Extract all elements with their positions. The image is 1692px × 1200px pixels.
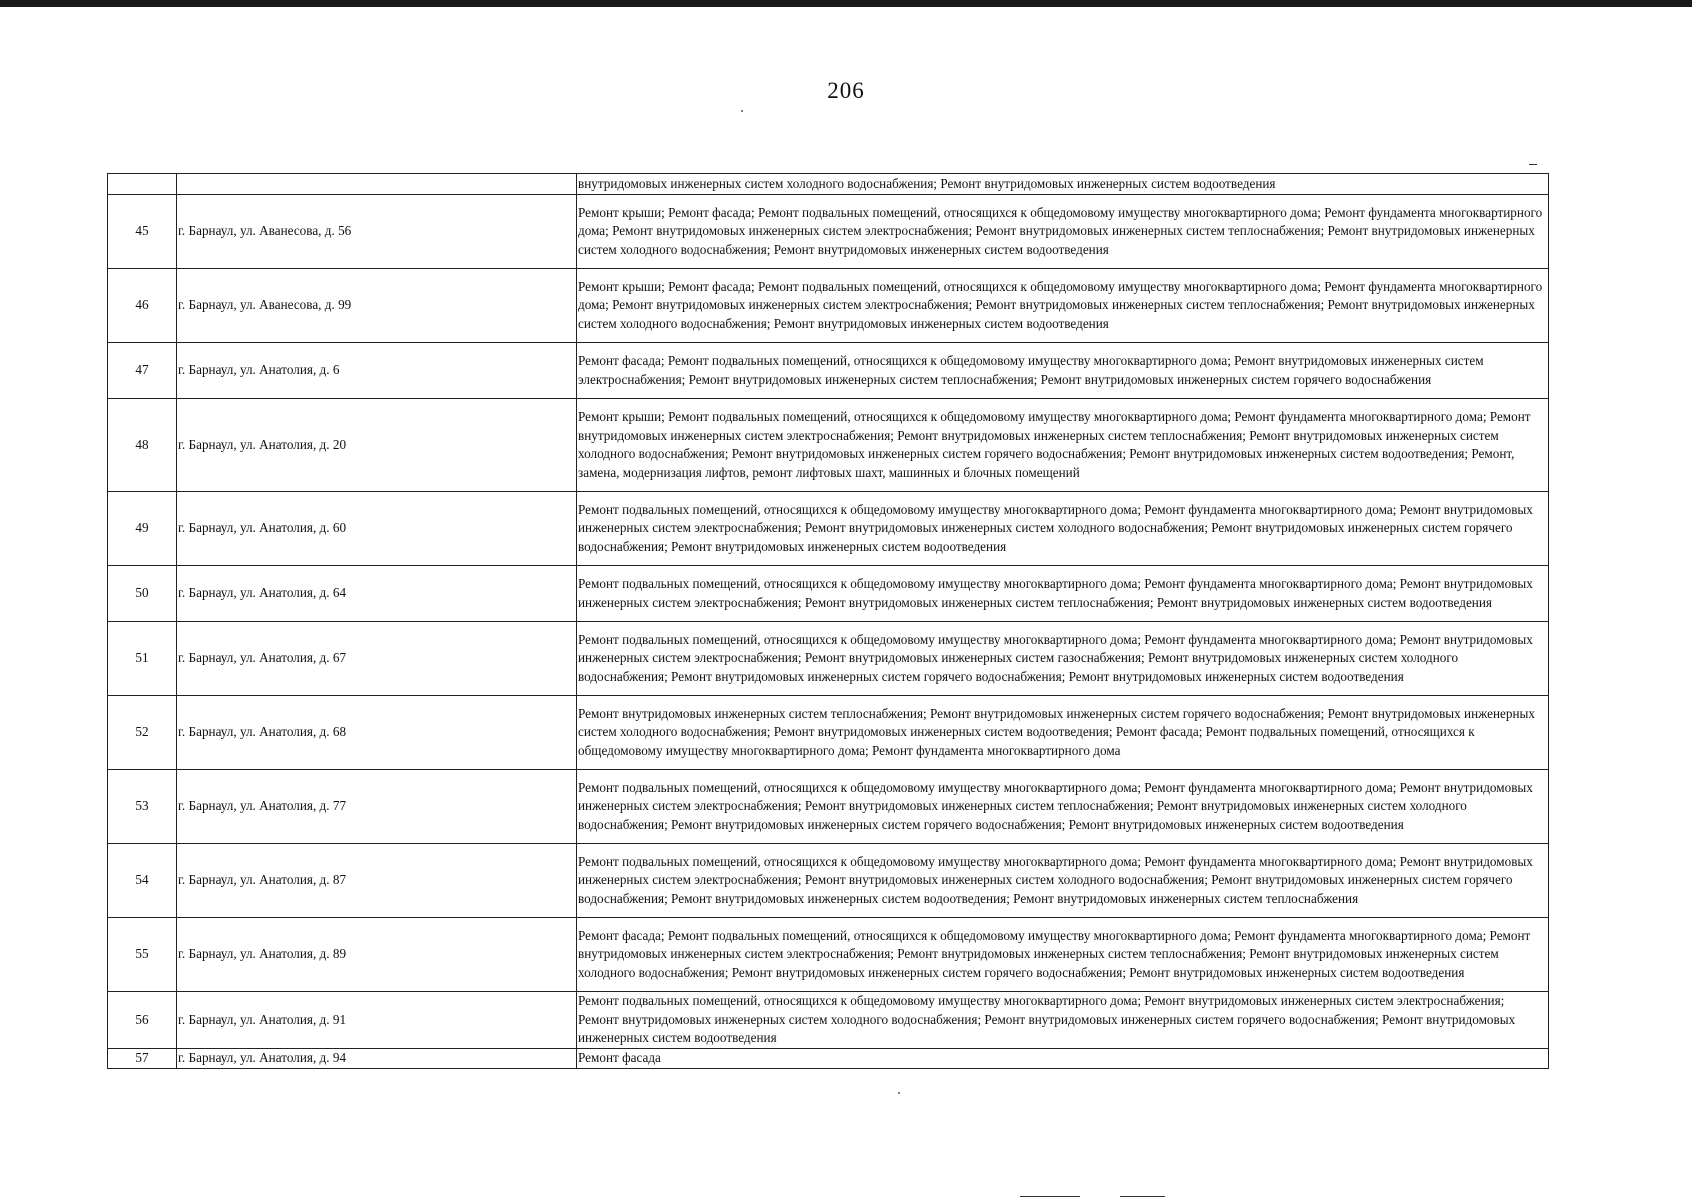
row-number: 57 [108, 1048, 177, 1068]
row-address: г. Барнаул, ул. Аванесова, д. 99 [177, 269, 577, 343]
row-address: г. Барнаул, ул. Анатолия, д. 64 [177, 566, 577, 622]
row-works: Ремонт подвальных помещений, относящихся к общедомовому имуществу многоквартирного дома; Ремонт фундамента многоквартирного дома; Ремонт внутридомовых инженерных систем электроснабжения; Ремонт внутридомовых инженерных систем газоснабжения; Ремонт внутридомовых инженерных систем холодного водоснабжения; Ремонт внутридомовых инженерных систем горячего водоснабжения; Ремонт внутридомовых инженерных систем водоотведения [577, 622, 1549, 696]
row-address: г. Барнаул, ул. Анатолия, д. 6 [177, 343, 577, 399]
page-number: 206 [827, 78, 865, 103]
table-row [108, 1048, 1549, 1068]
row-address: г. Барнаул, ул. Анатолия, д. 87 [177, 844, 577, 918]
row-number: 45 [108, 195, 177, 269]
row-works: Ремонт внутридомовых инженерных систем теплоснабжения; Ремонт внутридомовых инженерных систем горячего водоснабжения; Ремонт внутридомовых инженерных систем холодного водоснабжения; Ремонт внутридомовых инженерных систем водоотведения; Ремонт фасада; Ремонт подвальных помещений, относящихся к общедомовому имуществу многоквартирного дома; Ремонт фундамента многоквартирного дома [577, 696, 1549, 770]
row-number: 54 [108, 844, 177, 918]
row-works: Ремонт подвальных помещений, относящихся к общедомовому имуществу многоквартирного дома; Ремонт фундамента многоквартирного дома; Ремонт внутридомовых инженерных систем электроснабжения; Ремонт внутридомовых инженерных систем теплоснабжения; Ремонт внутридомовых инженерных систем холодного водоснабжения; Ремонт внутридомовых инженерных систем горячего водоснабжения; Ремонт внутридомовых инженерных систем водоотведения [577, 770, 1549, 844]
table-row [108, 770, 1549, 844]
row-address: г. Барнаул, ул. Анатолия, д. 91 [177, 992, 577, 1049]
row-address: г. Барнаул, ул. Анатолия, д. 67 [177, 622, 577, 696]
row-works: Ремонт подвальных помещений, относящихся к общедомовому имуществу многоквартирного дома; Ремонт фундамента многоквартирного дома; Ремонт внутридомовых инженерных систем электроснабжения; Ремонт внутридомовых инженерных систем теплоснабжения; Ремонт внутридомовых инженерных систем водоотведения [577, 566, 1549, 622]
row-works: Ремонт фасада [577, 1048, 1549, 1068]
row-number [108, 174, 177, 195]
row-address: г. Барнаул, ул. Анатолия, д. 60 [177, 492, 577, 566]
row-number: 55 [108, 918, 177, 992]
row-address: г. Барнаул, ул. Анатолия, д. 20 [177, 399, 577, 492]
table-row [108, 992, 1549, 1049]
row-number: 49 [108, 492, 177, 566]
row-number: 51 [108, 622, 177, 696]
row-works: Ремонт фасада; Ремонт подвальных помещений, относящихся к общедомовому имуществу многоквартирного дома; Ремонт внутридомовых инженерных систем электроснабжения; Ремонт внутридомовых инженерных систем теплоснабжения; Ремонт внутридомовых инженерных систем горячего водоснабжения [577, 343, 1549, 399]
table-row [108, 174, 1549, 195]
row-number: 52 [108, 696, 177, 770]
row-number: 53 [108, 770, 177, 844]
row-works: Ремонт подвальных помещений, относящихся к общедомовому имуществу многоквартирного дома; Ремонт фундамента многоквартирного дома; Ремонт внутридомовых инженерных систем электроснабжения; Ремонт внутридомовых инженерных систем холодного водоснабжения; Ремонт внутридомовых инженерных систем горячего водоснабжения; Ремонт внутридомовых инженерных систем водоотведения; Ремонт внутридомовых инженерных систем теплоснабжения [577, 844, 1549, 918]
scan-mark [1529, 164, 1537, 165]
row-works: Ремонт фасада; Ремонт подвальных помещений, относящихся к общедомовому имуществу многоквартирного дома; Ремонт фундамента многоквартирного дома; Ремонт внутридомовых инженерных систем электроснабжения; Ремонт внутридомовых инженерных систем теплоснабжения; Ремонт внутридомовых инженерных систем холодного водоснабжения; Ремонт внутридомовых инженерных систем горячего водоснабжения; Ремонт внутридомовых инженерных систем водоотведения [577, 918, 1549, 992]
row-address: г. Барнаул, ул. Анатолия, д. 89 [177, 918, 577, 992]
row-address: г. Барнаул, ул. Анатолия, д. 94 [177, 1048, 577, 1068]
row-address: г. Барнаул, ул. Анатолия, д. 77 [177, 770, 577, 844]
row-number: 48 [108, 399, 177, 492]
table-row [108, 622, 1549, 696]
table-row [108, 696, 1549, 770]
row-address [177, 174, 577, 195]
scan-mark [1120, 1196, 1165, 1197]
table-row [108, 195, 1549, 269]
row-number: 50 [108, 566, 177, 622]
table-row [108, 844, 1549, 918]
row-works: Ремонт подвальных помещений, относящихся к общедомовому имуществу многоквартирного дома; Ремонт внутридомовых инженерных систем электроснабжения; Ремонт внутридомовых инженерных систем холодного водоснабжения; Ремонт внутридомовых инженерных систем горячего водоснабжения; Ремонт внутридомовых инженерных систем водоотведения [577, 992, 1549, 1049]
repair-works-table [107, 173, 1549, 1069]
row-address: г. Барнаул, ул. Анатолия, д. 68 [177, 696, 577, 770]
table-row [108, 918, 1549, 992]
row-works: Ремонт подвальных помещений, относящихся к общедомовому имуществу многоквартирного дома; Ремонт фундамента многоквартирного дома; Ремонт внутридомовых инженерных систем электроснабжения; Ремонт внутридомовых инженерных систем холодного водоснабжения; Ремонт внутридомовых инженерных систем горячего водоснабжения; Ремонт внутридомовых инженерных систем водоотведения [577, 492, 1549, 566]
table-body [108, 174, 1549, 1069]
table-row [108, 269, 1549, 343]
scan-speck [898, 1092, 900, 1094]
table-row [108, 343, 1549, 399]
row-works: внутридомовых инженерных систем холодного водоснабжения; Ремонт внутридомовых инженерных систем водоотведения [577, 174, 1549, 195]
scan-top-edge [0, 0, 1692, 7]
row-number: 46 [108, 269, 177, 343]
row-works: Ремонт крыши; Ремонт фасада; Ремонт подвальных помещений, относящихся к общедомовому имуществу многоквартирного дома; Ремонт фундамента многоквартирного дома; Ремонт внутридомовых инженерных систем электроснабжения; Ремонт внутридомовых инженерных систем теплоснабжения; Ремонт внутридомовых инженерных систем холодного водоснабжения; Ремонт внутридомовых инженерных систем водоотведения [577, 195, 1549, 269]
scan-mark [1020, 1196, 1080, 1197]
table-row [108, 399, 1549, 492]
row-works: Ремонт крыши; Ремонт подвальных помещений, относящихся к общедомовому имуществу многоквартирного дома; Ремонт фундамента многоквартирного дома; Ремонт внутридомовых инженерных систем электроснабжения; Ремонт внутридомовых инженерных систем теплоснабжения; Ремонт внутридомовых инженерных систем холодного водоснабжения; Ремонт внутридомовых инженерных систем горячего водоснабжения; Ремонт внутридомовых инженерных систем водоотведения; Ремонт, замена, модернизация лифтов, ремонт лифтовых шахт, машинных и блочных помещений [577, 399, 1549, 492]
scan-speck [741, 110, 743, 112]
row-works: Ремонт крыши; Ремонт фасада; Ремонт подвальных помещений, относящихся к общедомовому имуществу многоквартирного дома; Ремонт фундамента многоквартирного дома; Ремонт внутридомовых инженерных систем электроснабжения; Ремонт внутридомовых инженерных систем теплоснабжения; Ремонт внутридомовых инженерных систем холодного водоснабжения; Ремонт внутридомовых инженерных систем водоотведения [577, 269, 1549, 343]
row-number: 56 [108, 992, 177, 1049]
row-address: г. Барнаул, ул. Аванесова, д. 56 [177, 195, 577, 269]
row-number: 47 [108, 343, 177, 399]
table-row [108, 566, 1549, 622]
table-row [108, 492, 1549, 566]
